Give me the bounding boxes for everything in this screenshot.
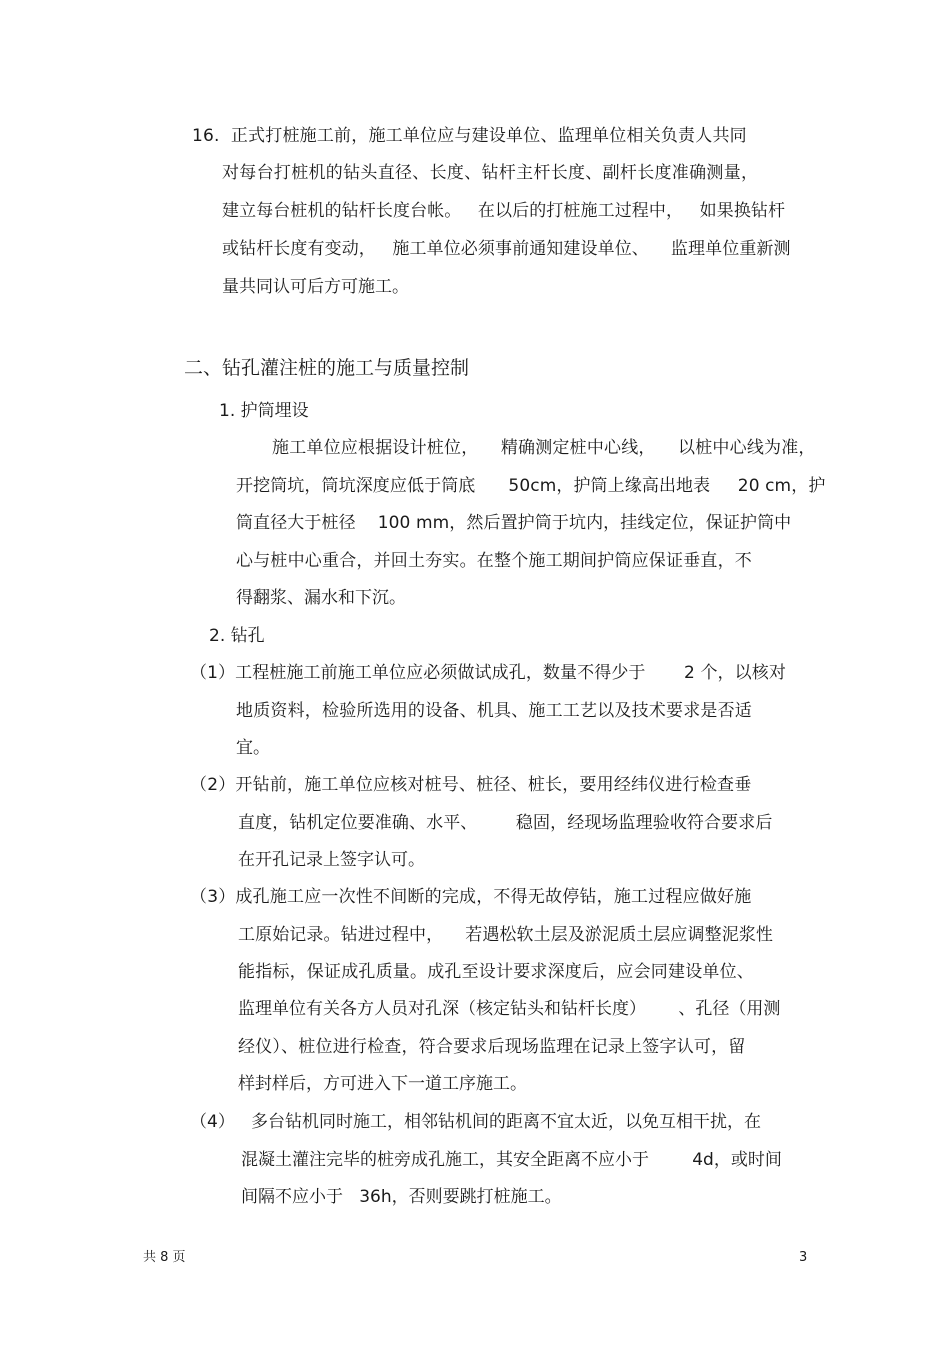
list-item-line: 能指标，保证成孔质量。成孔至设计要求深度后，应会同建设单位、	[238, 962, 754, 982]
list-item-line: （3）成孔施工应一次性不间断的完成，不得无故停钻，施工过程应做好施	[190, 887, 752, 907]
page-count: 共 8 页	[143, 1250, 186, 1265]
paragraph-line: 16. 正式打桩施工前，施工单位应与建设单位、监理单位相关负责人共同	[192, 126, 747, 146]
paragraph-line: 开挖筒坑，筒坑深度应低于筒底 50cm，护筒上缘高出地表 20 cm，护	[236, 476, 826, 496]
list-item-line: （4） 多台钻机同时施工，相邻钻机间的距离不宜太近，以免互相干扰，在	[190, 1112, 762, 1132]
list-item-line: （2）开钻前，施工单位应核对桩号、桩径、桩长，要用经纬仪进行检查垂	[190, 775, 752, 795]
paragraph-line: 量共同认可后方可施工。	[222, 277, 409, 297]
paragraph-line: 施工单位应根据设计桩位， 精确测定桩中心线， 以桩中心线为准，	[272, 438, 816, 458]
list-item-line: 监理单位有关各方人员对孔深（核定钻头和钻杆长度） 、孔径（用测	[238, 999, 781, 1019]
list-item-line: （1）工程桩施工前施工单位应必须做试成孔，数量不得少于 2 个，以核对	[190, 663, 786, 683]
paragraph-line: 建立每台桩机的钻杆长度台帐。 在以后的打桩施工过程中， 如果换钻杆	[222, 201, 786, 221]
list-item-line: 直度，钻机定位要准确、水平、 稳固，经现场监理验收符合要求后	[238, 813, 773, 833]
list-item-line: 间隔不应小于 36h，否则要跳打桩施工。	[241, 1187, 562, 1207]
paragraph-line: 心与桩中心重合，并回土夯实。在整个施工期间护筒应保证垂直，不	[236, 551, 752, 571]
list-item-line: 经仪）、桩位进行检查，符合要求后现场监理在记录上签字认可，留	[238, 1037, 746, 1057]
subsection-title: 2. 钻孔	[209, 626, 265, 646]
list-item-line: 宜。	[236, 738, 270, 758]
list-item-line: 在开孔记录上签字认可。	[238, 850, 425, 870]
subsection-title: 1. 护筒埋设	[219, 401, 309, 421]
list-item-line: 地质资料，检验所选用的设备、机具、施工工艺以及技术要求是否适	[236, 701, 752, 721]
paragraph-line: 或钻杆长度有变动， 施工单位必须事前通知建设单位、 监理单位重新测	[222, 239, 791, 259]
list-item-line: 混凝土灌注完毕的桩旁成孔施工，其安全距离不应小于 4d，或时间	[241, 1150, 782, 1170]
page-number: 3	[799, 1250, 808, 1265]
list-item-line: 工原始记录。钻进过程中， 若遇松软土层及淤泥质土层应调整泥浆性	[238, 925, 774, 945]
paragraph-line: 筒直径大于桩径 100 mm，然后置护筒于坑内，挂线定位，保证护筒中	[236, 513, 792, 533]
paragraph-line: 对每台打桩机的钻头直径、长度、钻杆主杆长度、副杆长度准确测量，	[222, 163, 759, 183]
list-item-line: 样封样后，方可进入下一道工序施工。	[238, 1074, 527, 1094]
section-heading: 二、钻孔灌注桩的施工与质量控制	[184, 357, 470, 379]
paragraph-line: 得翻浆、漏水和下沉。	[236, 588, 406, 608]
